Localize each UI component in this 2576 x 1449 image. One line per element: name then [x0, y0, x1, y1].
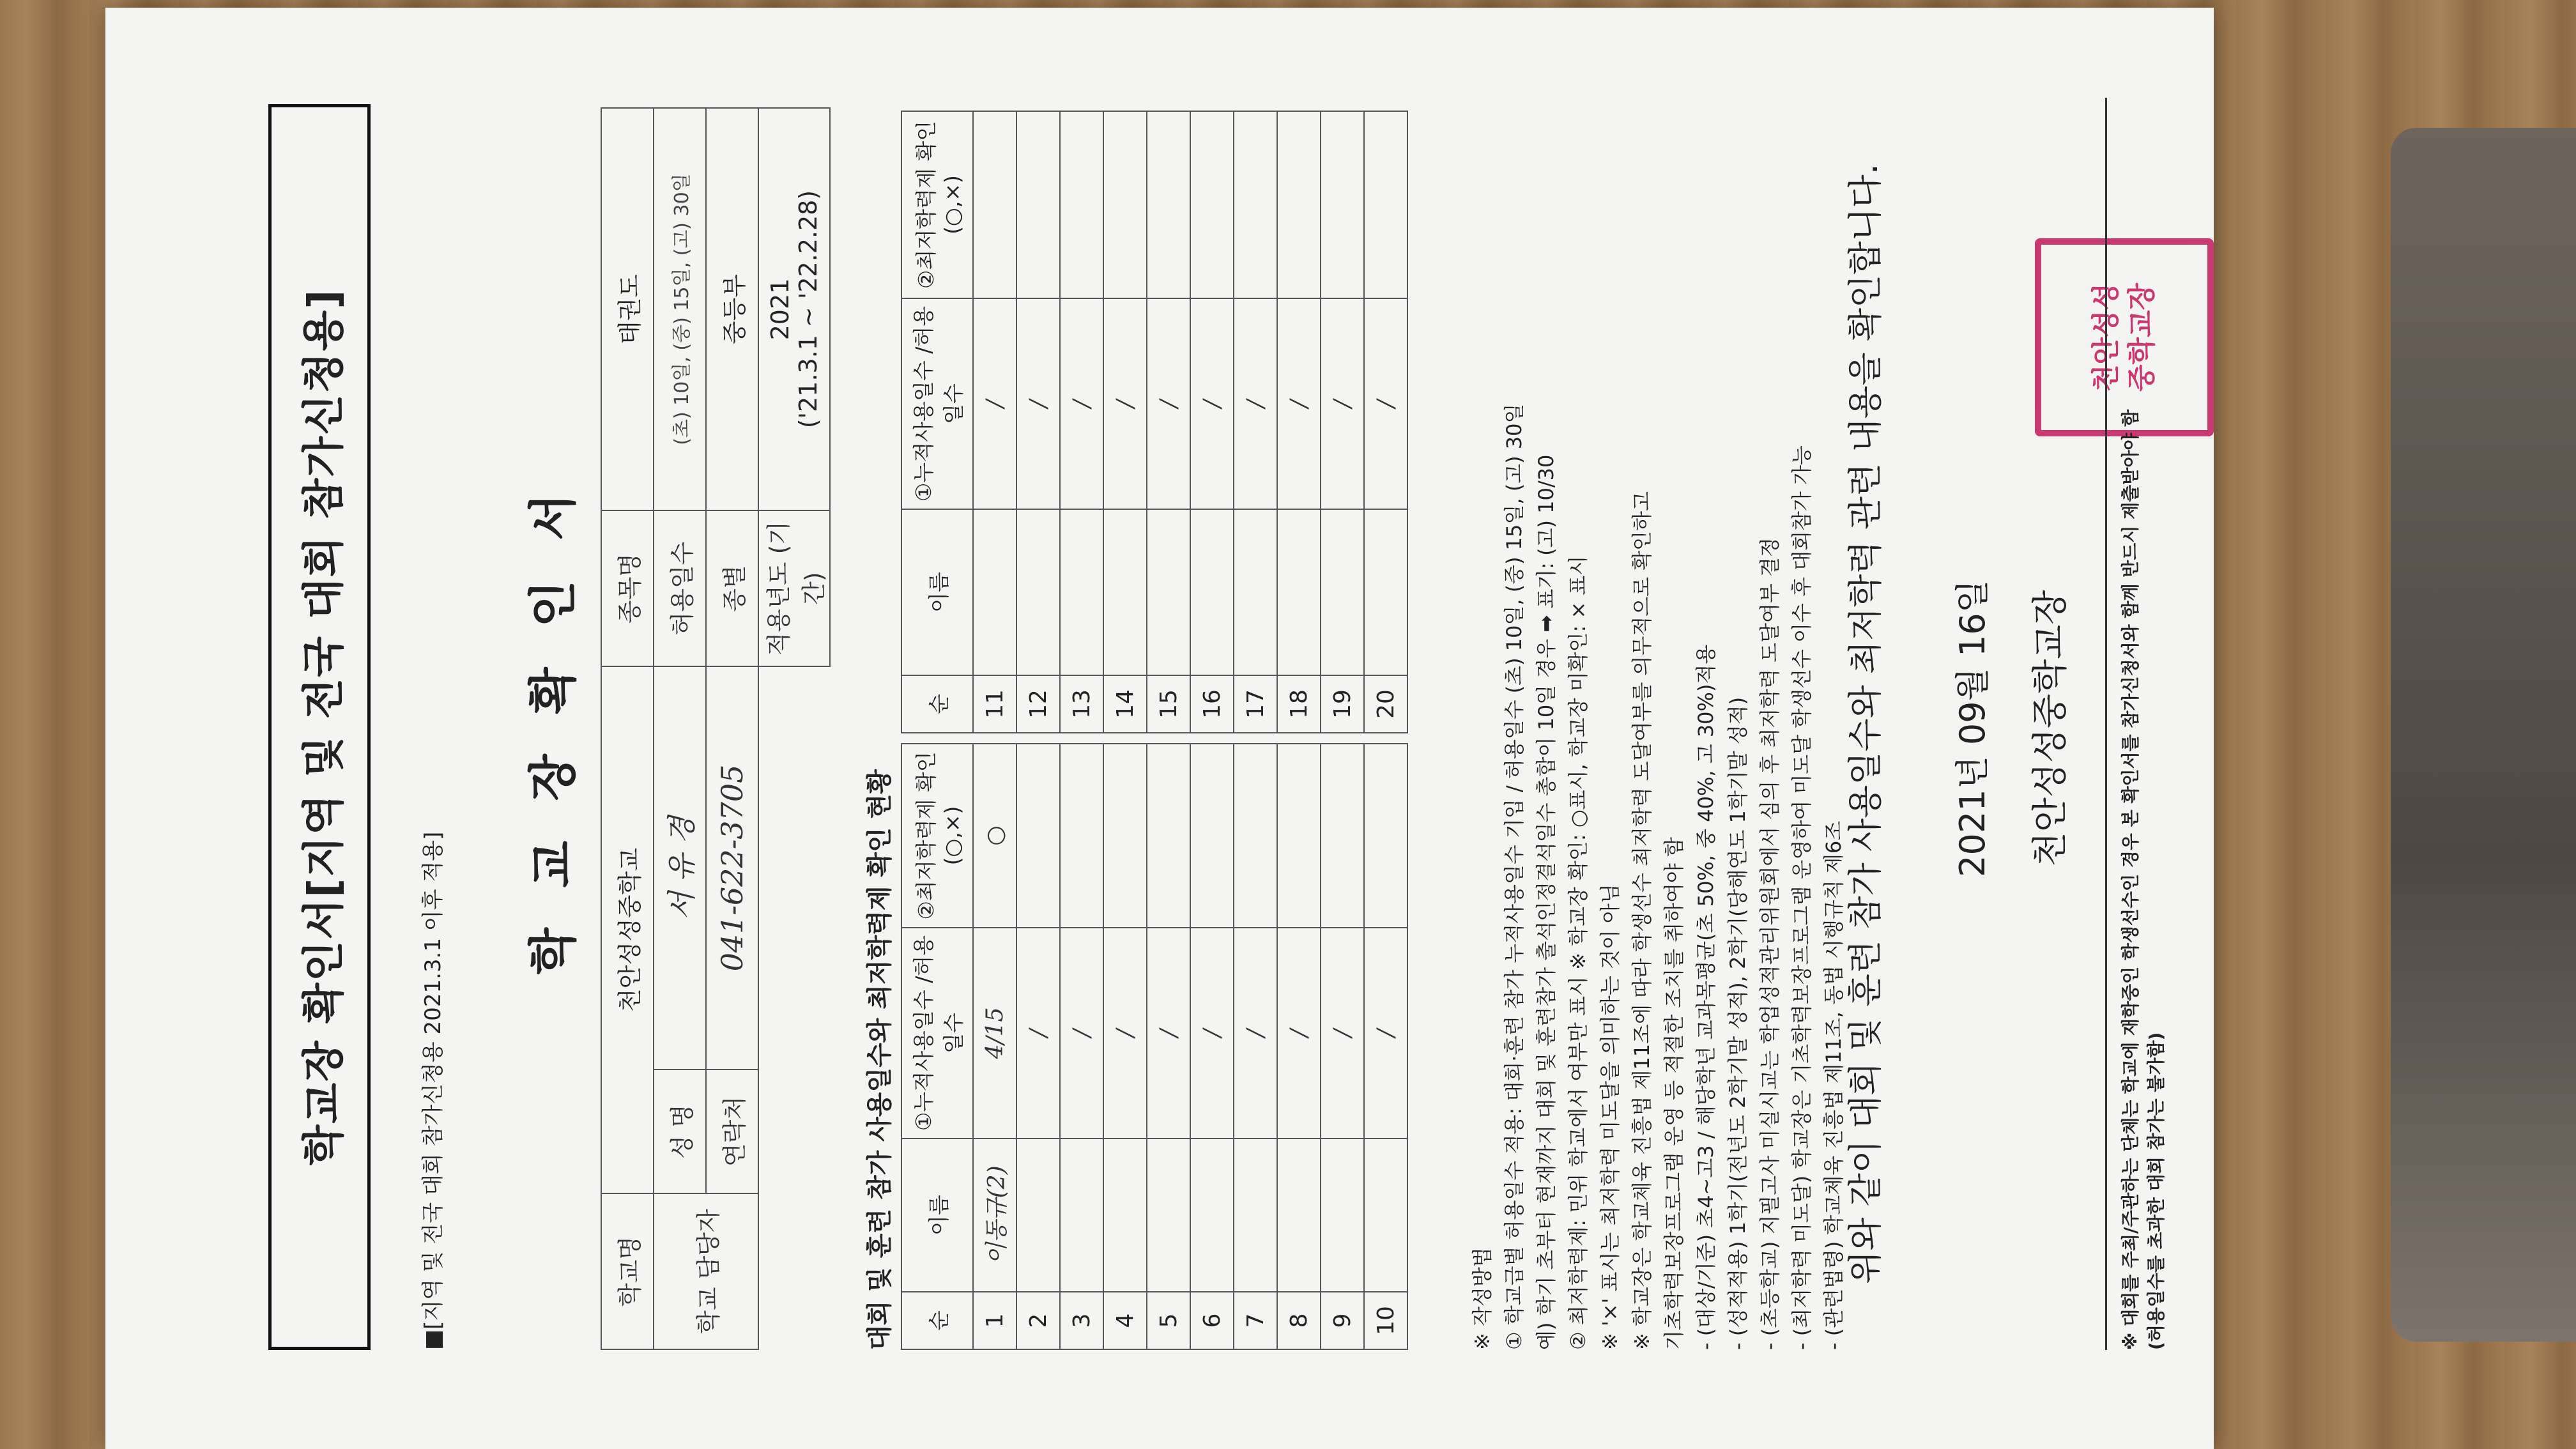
row-days: / — [1364, 298, 1407, 509]
issue-date: 2021년 09월 16일 — [1952, 579, 1993, 877]
col-check: ②최저학력제 확인(○,×) — [901, 111, 973, 298]
row-days: / — [1234, 298, 1277, 509]
row-days: 4/15 — [973, 928, 1016, 1138]
col-days: ①누적사용일수 /허용일수 — [901, 928, 973, 1138]
row-name — [1147, 509, 1190, 675]
row-days: / — [1147, 928, 1190, 1138]
col-name: 이름 — [901, 1138, 973, 1292]
row-days: / — [1147, 298, 1190, 509]
table-row — [1234, 111, 1277, 733]
allow-label: 허용일수 — [654, 510, 706, 666]
footnote-divider — [2105, 98, 2107, 1350]
row-number: 10 — [1364, 1292, 1407, 1349]
col-check: ②최저학력제 확인(○,×) — [901, 744, 973, 928]
row-number: 6 — [1190, 1292, 1234, 1349]
table-row — [1364, 744, 1407, 1349]
row-days: / — [1190, 298, 1234, 509]
document-heading: 학 교 장 확 인 서 — [525, 482, 581, 975]
row-days: / — [973, 298, 1016, 509]
allow-value: (초) 10일, (중) 15일, (고) 30일 — [654, 108, 706, 510]
instruction-line: ※ 작성방법 — [1470, 1247, 1494, 1350]
name-value: 서 유 경 — [654, 666, 706, 1070]
instruction-line: ① 학교급별 허용일수 적용: 대회·훈련 참가 누적사용일수 기입 / 허용일수 (초) 10일, (중) 15일, (고) 30일 — [1502, 403, 1526, 1350]
row-number: 1 — [973, 1292, 1016, 1349]
table-row — [1103, 111, 1147, 733]
col-no: 순 — [901, 1292, 973, 1349]
row-check — [1016, 111, 1060, 298]
table-row — [1234, 744, 1277, 1349]
row-name — [1016, 1138, 1060, 1292]
row-number: 3 — [1060, 1292, 1103, 1349]
row-name — [1190, 509, 1234, 675]
row-check — [1103, 111, 1147, 298]
year-value: 2021 — [766, 278, 794, 341]
instruction-line: - (대상/기준) 초4~고3 / 해당학년 교과목평균(초 50%, 중 40%, 고 30%)적용 — [1694, 644, 1718, 1350]
row-number: 11 — [973, 675, 1016, 733]
instruction-line: - (최저학력 미도달) 학교장은 기초학력보장프로그램 운영하여 미도달 학생선수 이수 후 대회참가 가능 — [1790, 445, 1814, 1350]
row-number: 7 — [1234, 1292, 1277, 1349]
row-check — [1321, 111, 1364, 298]
row-days: / — [1103, 928, 1147, 1138]
document-title-box — [268, 104, 371, 1350]
table-row — [1147, 111, 1190, 733]
footnote — [2118, 98, 2169, 1350]
row-days: / — [1190, 928, 1234, 1138]
row-check — [1234, 744, 1277, 928]
row-check — [1060, 744, 1103, 928]
row-days: / — [1234, 928, 1277, 1138]
row-number: 16 — [1190, 675, 1234, 733]
row-days: / — [1060, 298, 1103, 509]
table-row — [1277, 744, 1321, 1349]
instruction-line: - (초등학교) 지필고사 미실시교는 학업성적관리위원회에서 심의 후 최저학력 도달여부 결정 — [1758, 537, 1782, 1350]
row-name — [1364, 509, 1407, 675]
footnote-line-2: (허용일수를 초과한 대회 참가는 불가함) — [2145, 1032, 2166, 1350]
contact-label: 연락처 — [706, 1070, 758, 1193]
row-number: 12 — [1016, 675, 1060, 733]
event-value: 태권도 — [601, 108, 654, 510]
row-days: / — [1321, 928, 1364, 1138]
row-name — [1103, 509, 1147, 675]
table-row — [1190, 111, 1234, 733]
division-label: 종별 — [706, 510, 758, 666]
row-check — [1190, 111, 1234, 298]
row-name — [1016, 509, 1060, 675]
row-check — [1190, 744, 1234, 928]
name-label: 성 명 — [654, 1070, 706, 1193]
row-number: 19 — [1321, 675, 1364, 733]
row-check — [1060, 111, 1103, 298]
table-row — [973, 744, 1016, 1349]
instruction-line: - (성적적용) 1학기(전년도 2학기말 성적), 2학기(당해연도 1학기말 성적) — [1726, 696, 1750, 1350]
year-cell — [758, 108, 830, 510]
col-name: 이름 — [901, 509, 973, 675]
applicable-note: ■[지역 및 전국 대회 참가신청용 2021.3.1 이후 적용] — [420, 831, 446, 1350]
row-name — [973, 509, 1016, 675]
table-row — [1190, 744, 1234, 1349]
table-row — [1364, 111, 1407, 733]
row-check — [1364, 111, 1407, 298]
school-label: 학교명 — [601, 1193, 654, 1349]
row-name — [1234, 1138, 1277, 1292]
row-number: 20 — [1364, 675, 1407, 733]
table-caption: 대회 및 훈련 참가 사용일수와 최저학력제 확인 현황 — [865, 769, 894, 1350]
writing-instructions — [1466, 98, 1850, 1350]
document-title: 학교장 확인서[지역 및 전국 대회 참가신청용] — [298, 288, 348, 1166]
row-days: / — [1103, 298, 1147, 509]
table-row — [1060, 111, 1103, 733]
table-row — [1016, 744, 1060, 1349]
table-row — [1147, 744, 1190, 1349]
table-row — [1277, 111, 1321, 733]
table-row — [973, 111, 1016, 733]
row-check — [1103, 744, 1147, 928]
table-row — [1321, 744, 1364, 1349]
instruction-line: ※ 학교장은 학교체육 진흥법 제11조에 따라 학생선수 최저학력 도달여부를 의무적으로 확인하고 — [1630, 491, 1654, 1350]
row-check: ○ — [973, 744, 1016, 928]
row-name — [1364, 1138, 1407, 1292]
row-days: / — [1321, 298, 1364, 509]
row-name — [1321, 509, 1364, 675]
contact-value: 041-622-3705 — [706, 666, 758, 1070]
row-number: 9 — [1321, 1292, 1364, 1349]
period-value: ('21.3.1 ~ '22.2.28) — [794, 190, 822, 429]
row-name — [1321, 1138, 1364, 1292]
row-check — [1147, 744, 1190, 928]
row-name — [1190, 1138, 1234, 1292]
row-number: 8 — [1277, 1292, 1321, 1349]
instruction-line: - (관련법령) 학교체육 진흥법 제11조, 동법 시행규칙 제6조 — [1821, 820, 1846, 1350]
row-number: 2 — [1016, 1292, 1060, 1349]
row-check — [973, 111, 1016, 298]
table-row — [1016, 111, 1060, 733]
row-name — [1147, 1138, 1190, 1292]
document-page — [105, 8, 2214, 1449]
row-name — [1277, 509, 1321, 675]
row-days: / — [1016, 928, 1060, 1138]
row-number: 18 — [1277, 675, 1321, 733]
row-check — [1016, 744, 1060, 928]
row-check — [1234, 111, 1277, 298]
row-name — [1234, 509, 1277, 675]
row-name: 이동규(2) — [973, 1138, 1016, 1292]
col-no: 순 — [901, 675, 973, 733]
row-name — [1060, 509, 1103, 675]
row-name — [1277, 1138, 1321, 1292]
table-row — [1321, 111, 1364, 733]
row-check — [1364, 744, 1407, 928]
row-check — [1277, 111, 1321, 298]
row-number: 13 — [1060, 675, 1103, 733]
row-days: / — [1364, 928, 1407, 1138]
division-value: 중등부 — [706, 108, 758, 510]
col-days: ①누적사용일수 /허용일수 — [901, 298, 973, 509]
instruction-line: 예) 학기 초부터 현재까지 대회 및 훈련참가 출석인정결석일수 총합이 10일 경우 ➡ 표기: (고) 10/30 — [1534, 454, 1558, 1350]
table-row — [1060, 744, 1103, 1349]
row-check — [1277, 744, 1321, 928]
table-row — [1103, 744, 1147, 1349]
participation-table-left — [901, 743, 1408, 1350]
instruction-line: 기초학력보장프로그램 운영 등 적절한 조치를 취하여야 함 — [1662, 837, 1686, 1350]
instruction-line: ※ '×' 표시는 최저학력 미도달을 의미하는 것이 아님 — [1598, 884, 1622, 1350]
row-check — [1321, 744, 1364, 928]
row-days: / — [1277, 928, 1321, 1138]
row-name — [1060, 1138, 1103, 1292]
row-number: 5 — [1147, 1292, 1190, 1349]
row-check — [1147, 111, 1190, 298]
footnote-line-1: ※ 대회를 주최/주관하는 단체는 학교에 재학중인 학생선수인 경우 본 확인서를 참가신청서와 함께 반드시 제출받아야 함 — [2120, 409, 2141, 1350]
school-value: 천안성성중학교 — [601, 666, 654, 1193]
year-label: 적용년도 (기간) — [758, 510, 830, 666]
row-number: 17 — [1234, 675, 1277, 733]
confirmation-statement: 위와 같이 대회 및 훈련 참가 사용일수와 최저학력 관련 내용을 확인합니다. — [1845, 164, 1885, 1284]
staff-label: 학교 담당자 — [654, 1193, 758, 1349]
row-number: 15 — [1147, 675, 1190, 733]
official-seal-stamp: 천안성성 중학교장 — [2035, 238, 2214, 436]
fabric-edge — [2391, 128, 2576, 1342]
row-number: 4 — [1103, 1292, 1147, 1349]
row-number: 14 — [1103, 675, 1147, 733]
event-label: 종목명 — [601, 510, 654, 666]
row-days: / — [1016, 298, 1060, 509]
info-table — [601, 107, 831, 1350]
rotated-sheet — [105, 8, 2214, 1449]
instruction-line: ② 최저학력제: 민위 학교에서 여부만 표시 ※ 학교장 확인: ○표시, 학교장 미확인: × 표시 — [1566, 555, 1590, 1350]
principal-signature: 천안성성중학교장 — [2030, 590, 2071, 867]
row-name — [1103, 1138, 1147, 1292]
row-days: / — [1060, 928, 1103, 1138]
participation-table-right — [901, 111, 1408, 733]
row-days: / — [1277, 298, 1321, 509]
